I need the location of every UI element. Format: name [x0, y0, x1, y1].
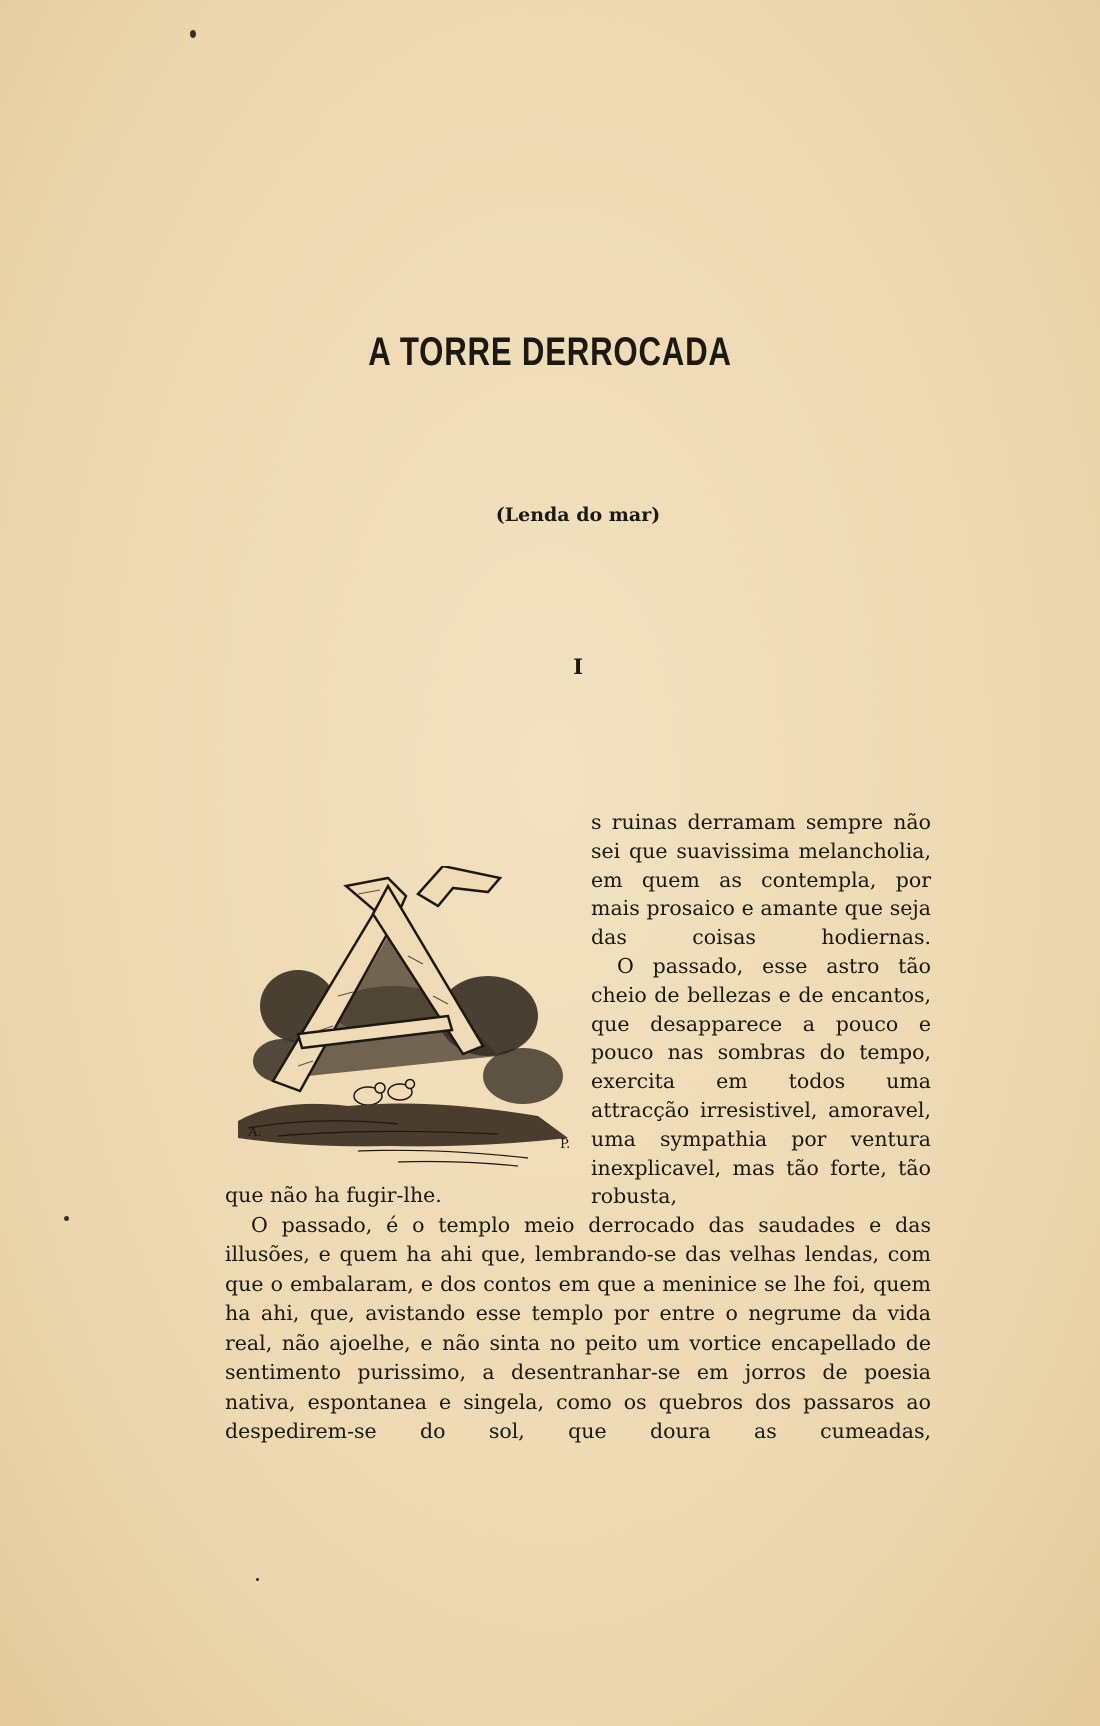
paper-speck	[256, 1578, 259, 1581]
paragraph-3: O passado, é o templo meio derrocado das saudades e das illusões, e quem ha ahi que, lembrando-se das velhas lendas, com que o embalaram, e dos contos em que a meninice se lhe foi, quem ha ahi, que, avistando esse templo por entre o negrume da vida real, não ajoelhe, e não sinta no peito um vortice encapellado de sentimento purissimo, a desentranhar-se em jorros de poesia nativa, espontanea e singela, como os quebros dos passaros ao despedirem-se do sol, que doura as cumeadas,	[225, 1212, 931, 1443]
ruined-tower-illustration	[238, 866, 592, 1172]
paragraph-1: s ruinas derramam sempre não sei que suavissima melancholia, em quem as contempla, por mais prosaico e amante que seja das coisas hodiernas.	[591, 810, 931, 950]
ruined-tower-icon	[238, 866, 592, 1172]
illustration-signature-left: A.	[248, 1125, 262, 1140]
paper-speck	[190, 30, 196, 38]
page-title: A TORRE DERROCADA	[368, 330, 732, 374]
subtitle: (Lenda do mar)	[495, 504, 661, 526]
full-width-text	[225, 1181, 931, 1447]
illustration-signature-right: P.	[560, 1137, 571, 1152]
paragraph-2: O passado, esse astro tão cheio de bellezas e de encantos, que desapparece a pouco e pouco nas sombras do tempo, exercita em todos uma attracção irresistivel, amoravel, uma sympathia por ventura inexplicavel, mas tão forte, tão robusta,	[591, 953, 931, 1209]
section-number: I	[573, 654, 583, 679]
paragraph-2-continuation: que não ha fugir-lhe.	[225, 1183, 442, 1207]
paper-speck	[64, 1216, 69, 1221]
wrapped-text-column	[591, 808, 931, 1211]
